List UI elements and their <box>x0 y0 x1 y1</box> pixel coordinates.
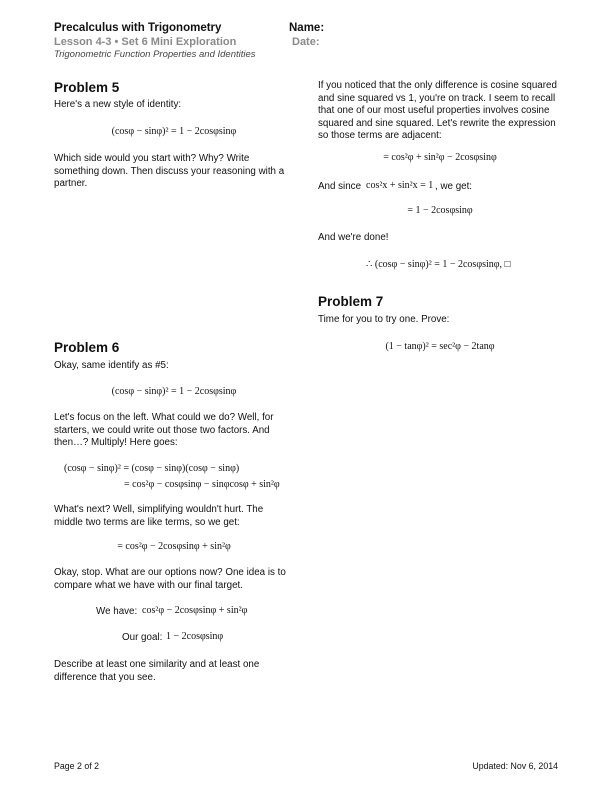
since-text: And since <box>318 181 362 192</box>
page-number: Page 2 of 2 <box>54 761 99 771</box>
simplified-expression: = cos²φ − 2cosφsinφ + sin²φ <box>117 541 231 552</box>
course-title: Precalculus with Trigonometry <box>54 22 222 34</box>
problem-7-identity: (1 − tanφ)² = sec²φ − 2tanφ <box>385 341 495 352</box>
problem-6-para-4: Describe at least one similarity and at least one difference that you see. <box>54 659 260 683</box>
problem-6-heading: Problem 6 <box>54 340 120 355</box>
done-text: And we're done! <box>318 232 389 243</box>
have-label: We have: <box>96 606 138 617</box>
expansion-line-1: (cosφ − sinφ)² = (cosφ − sinφ)(cosφ − sinφ) <box>64 463 240 474</box>
problem-7-heading: Problem 7 <box>318 294 384 309</box>
expansion-line-2: = cos²φ − cosφsinφ − sinφcosφ + sin²φ <box>124 479 280 490</box>
continuation-para-1: If you noticed that the only difference is cosine squared and sine squared vs 1, you're on track. I seem to recall that one of our most useful properties involves cosine squared and sine squared. Let's rewrite the expression so those terms are adjacent: <box>318 80 557 142</box>
name-label: Name: <box>289 22 325 34</box>
problem-5-question: Which side would you start with? Why? Write something down. Then discuss your reasoning with a partner. <box>54 153 285 190</box>
problem-5-identity: (cosφ − sinφ)² = 1 − 2cosφsinφ <box>111 126 237 137</box>
problem-5-heading: Problem 5 <box>54 80 120 95</box>
pythagorean-identity: cos²x + sin²x = 1 <box>366 180 434 191</box>
problem-6-para-2: What's next? Well, simplifying wouldn't hurt. The middle two terms are like terms, so we get: <box>54 504 264 528</box>
have-expression: cos²φ − 2cosφsinφ + sin²φ <box>142 605 248 616</box>
date-label: Date: <box>292 36 320 48</box>
rearranged-expression: = cos²φ + sin²φ − 2cosφsinφ <box>383 152 497 163</box>
topic-subtitle: Trigonometric Function Properties and Identities <box>54 49 256 60</box>
goal-label: Our goal: <box>122 632 163 643</box>
result-expression: = 1 − 2cosφsinφ <box>407 205 473 216</box>
conclusion: ∴ (cosφ − sinφ)² = 1 − 2cosφsinφ, □ <box>366 259 511 270</box>
problem-5-intro: Here's a new style of identity: <box>54 99 182 110</box>
since-tail: , we get: <box>435 181 473 192</box>
problem-6-para-3: Okay, stop. What are our options now? One idea is to compare what we have with our final target. <box>54 567 286 591</box>
lesson-subtitle: Lesson 4-3 • Set 6 Mini Exploration <box>54 36 237 48</box>
problem-6-identity: (cosφ − sinφ)² = 1 − 2cosφsinφ <box>111 386 237 397</box>
problem-6-para-1: Let's focus on the left. What could we do? Well, for starters, we could write out those two factors. And then…? Multiply! Here goes: <box>54 412 274 449</box>
goal-expression: 1 − 2cosφsinφ <box>166 631 224 642</box>
updated-date: Updated: Nov 6, 2014 <box>472 761 558 771</box>
problem-6-intro: Okay, same identify as #5: <box>54 360 169 371</box>
problem-7-intro: Time for you to try one. Prove: <box>318 314 450 325</box>
